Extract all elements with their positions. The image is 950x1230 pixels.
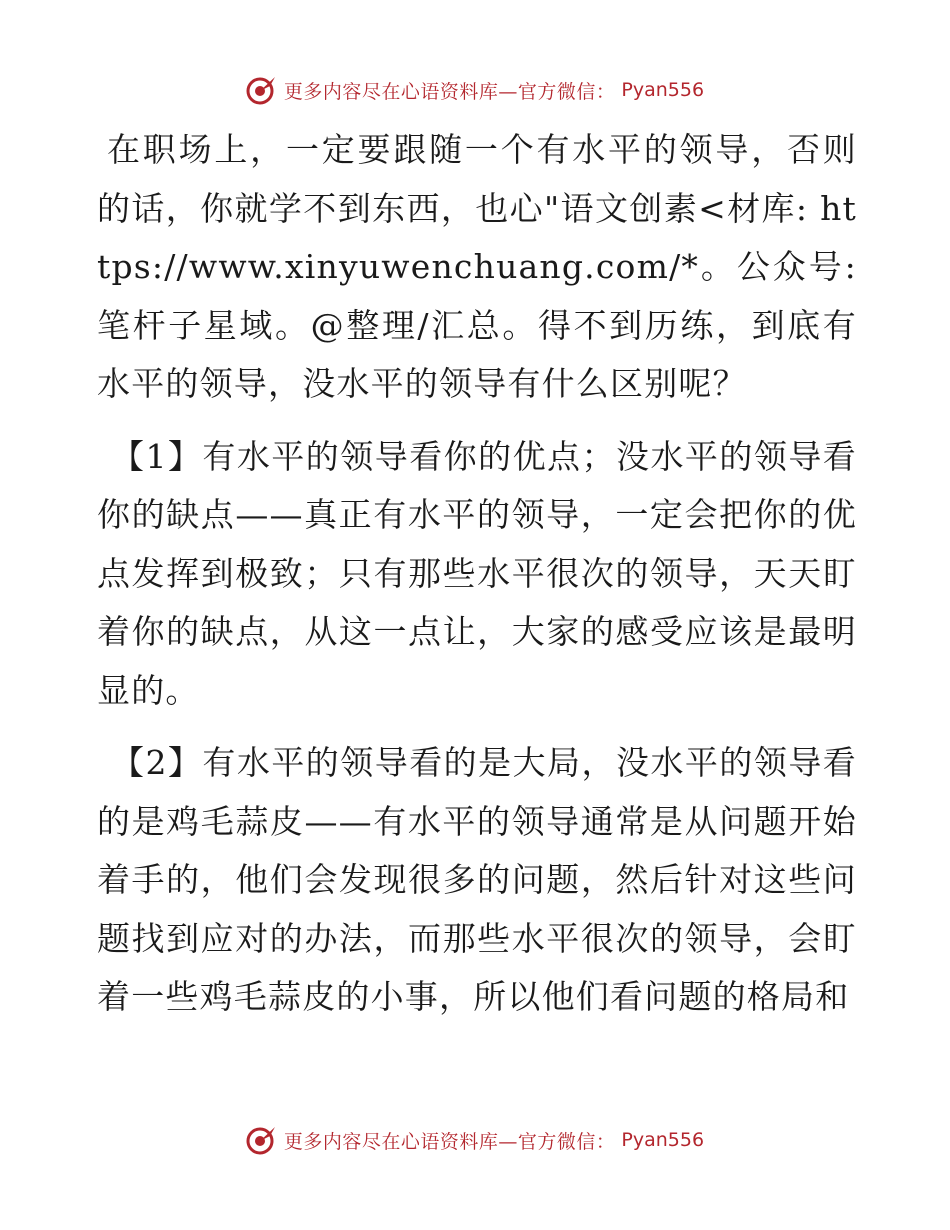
document-body [97, 121, 857, 1041]
paragraph-point-1: 【1】有水平的领导看你的优点；没水平的领导看你的缺点——真正有水平的领导，一定会把你的优点发挥到极致；只有那些水平很次的领导，天天盯着你的缺点，从这一点让，大家的感受应该是最明显的。 [97, 436, 857, 710]
banner-text: 更多内容尽在心语资料库—官方微信： [283, 80, 616, 103]
banner-wechat-id: Pyan556 [621, 1129, 705, 1151]
quill-logo-icon [246, 74, 278, 106]
footer-banner [0, 1120, 950, 1160]
banner-wechat-id: Pyan556 [621, 79, 705, 101]
banner-text: 更多内容尽在心语资料库—官方微信： [283, 1130, 616, 1153]
quill-logo-icon [246, 1124, 278, 1156]
header-banner [0, 70, 950, 110]
paragraph-point-2: 【2】有水平的领导看的是大局，没水平的领导看的是鸡毛蒜皮——有水平的领导通常是从问题开始着手的，他们会发现很多的问题，然后针对这些问题找到应对的办法，而那些水平很次的领导，会盯着一些鸡毛蒜皮的小事，所以他们看问题的格局和 [97, 743, 857, 1016]
paragraph-intro: 在职场上，一定要跟随一个有水平的领导，否则的话，你就学不到东西，也心"语文创素<材库: https://www.xinyuwenchuang.com/*。公众号: 笔杆子星域。@整理/汇总。得不到历练，到底有水平的领导，没水平的领导有什么区别呢？ [97, 130, 857, 403]
